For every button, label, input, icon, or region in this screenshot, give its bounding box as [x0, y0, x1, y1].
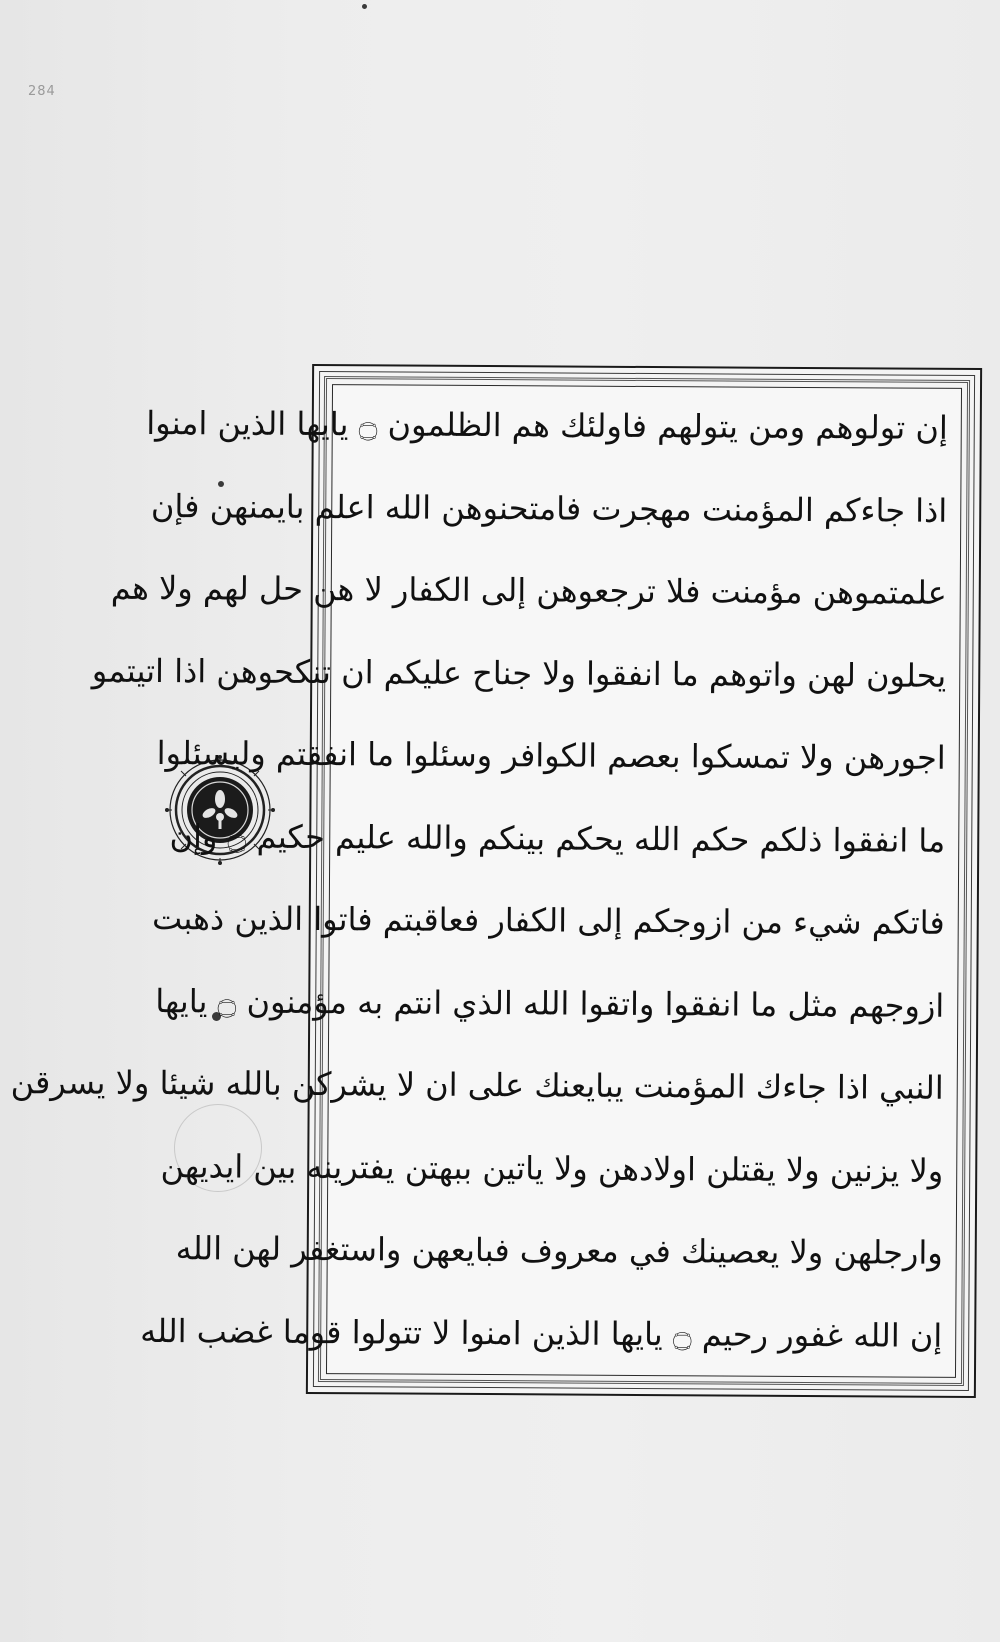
text-line-7: فاتكم شيء من ازوجكم إلى الكفار فعاقبتم فاتوا الذين ذهبت: [151, 899, 945, 943]
ink-speck: [362, 4, 367, 9]
text-line-6: ما انفقوا ذلكم حكم الله يحكم بينكم والله عليم حكيم ۝ وإن: [169, 816, 946, 860]
text-line-10: ولا يزنين ولا يقتلن اولادهن ولا ياتين ببهتن يفترينه بين ايديهن: [160, 1146, 944, 1190]
text-line-1: إن تولوهم ومن يتولهم فاولئك هم الظلمون ۝ يايها الذين امنوا: [146, 403, 948, 447]
text-line-8: ازوجهم مثل ما انفقوا واتقوا الله الذي انتم به مؤمنون ۝ يايها: [155, 981, 945, 1025]
text-line-9: النبي اذا جاءك المؤمنت يبايعنك على ان لا يشركن بالله شيئا ولا يسرقن: [10, 1063, 944, 1108]
text-line-11: وارجلهن ولا يعصينك في معروف فبايعهن واستغفر لهن الله: [175, 1229, 943, 1273]
text-line-3: علمتموهن مؤمنت فلا ترجعوهن إلى الكفار لا هن حل لهم ولا هم: [110, 568, 947, 612]
folio-number: 284: [28, 84, 56, 99]
calligraphy-text-block: [10, 392, 954, 1370]
text-line-4: يحلون لهن واتوهم ما انفقوا ولا جناح عليكم ان تنكحوهن اذا اتيتمو: [91, 651, 947, 695]
text-frame: [10, 364, 982, 1398]
text-line-5: اجورهن ولا تمسكوا بعصم الكوافر وسئلوا ما انفقتم وليسئلوا: [156, 734, 946, 777]
text-line-2: اذا جاءكم المؤمنت مهجرت فامتحنوهن الله اعلم بايمنهن فإن: [150, 486, 948, 530]
text-line-12: إن الله غفور رحيم ۝ يايها الذين امنوا لا تتولوا قوما غضب الله: [140, 1311, 943, 1355]
